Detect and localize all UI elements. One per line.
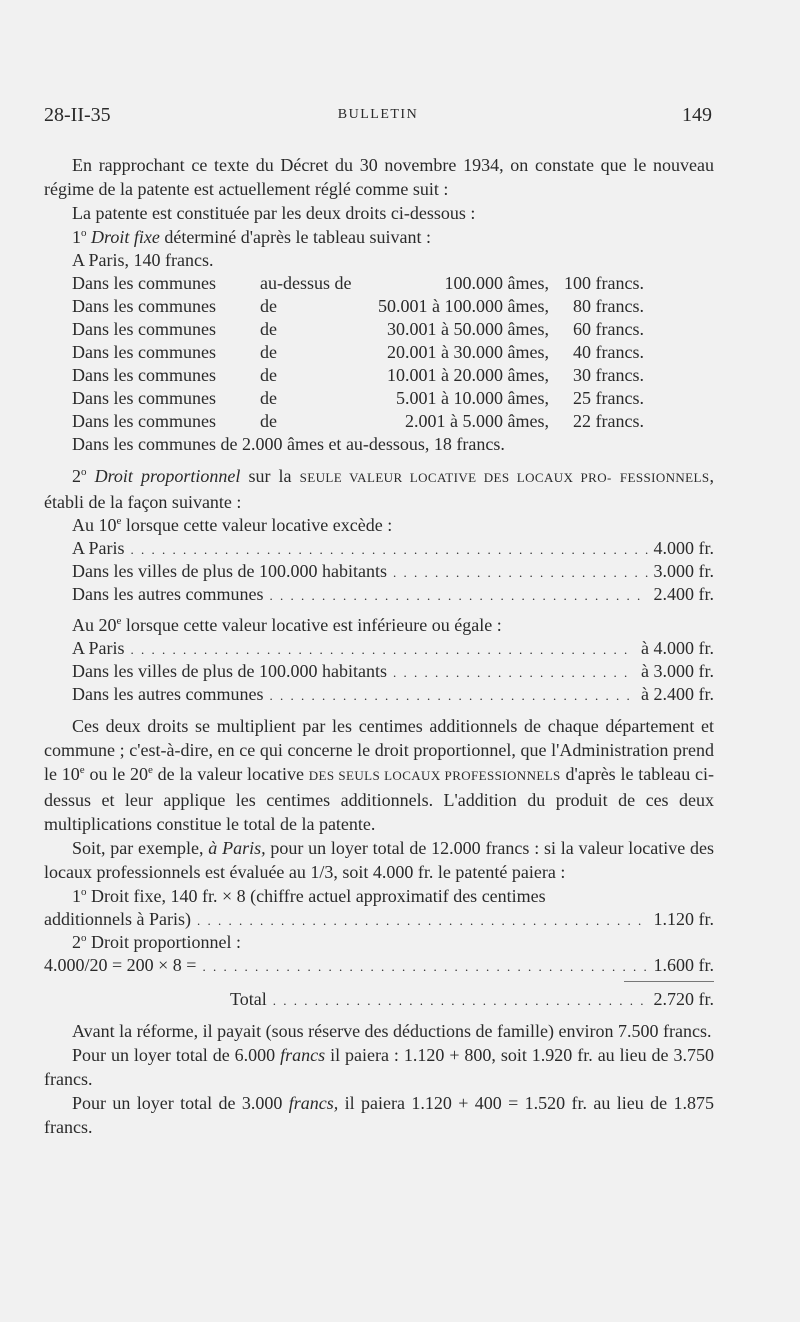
calc-total: Total . . . 2.720 fr. bbox=[44, 988, 714, 1011]
dot-leader bbox=[269, 584, 647, 607]
twentieth-row: Dans les villes de plus de 100.000 habitants . . . à 3.000 fr. bbox=[44, 660, 714, 683]
page-body bbox=[44, 153, 714, 1139]
page-header bbox=[44, 104, 712, 132]
amount-total: 2.720 fr. bbox=[653, 989, 714, 1009]
droit-fixe-title: Droit fixe bbox=[91, 227, 160, 247]
tenth-row: Dans les villes de plus de 100.000 habitants . . . 3.000 fr. bbox=[44, 560, 714, 583]
fixe-row: Dans les communes de 10.001 à 20.000 âmes, 30 francs. bbox=[72, 365, 644, 385]
dot-leader bbox=[393, 561, 648, 584]
intro-paragraph-2: La patente est constituée par les deux droits ci-dessous : bbox=[72, 203, 476, 223]
after-paragraph-1: Avant la réforme, il payait (sous réserve des déductions de famille) environ 7.500 francs. bbox=[72, 1021, 712, 1041]
fixe-row: Dans les communes de 30.001 à 50.000 âmes, 60 francs. bbox=[72, 319, 644, 339]
fixe-row-last: Dans les communes de 2.000 âmes et au-dessous, 18 francs. bbox=[72, 434, 505, 454]
after-paragraph-3: Pour un loyer total de 3.000 francs, il paiera 1.120 + 400 = 1.520 fr. au lieu de 1.875 francs. bbox=[44, 1093, 714, 1137]
fixe-table bbox=[44, 272, 714, 456]
twentieth-row: A Paris . . . à 4.000 fr. bbox=[44, 637, 714, 660]
fixe-row: Dans les communes de 2.001 à 5.000 âmes, 22 francs. bbox=[72, 411, 644, 431]
fixe-row: Dans les communes au-dessus de 100.000 âmes, 100 francs. bbox=[72, 273, 644, 293]
tenth-row: Dans les autres communes . . . 2.400 fr. bbox=[44, 583, 714, 606]
dot-leader bbox=[131, 538, 648, 561]
dot-leader bbox=[131, 638, 636, 661]
issue-date: 28-II-35 bbox=[44, 104, 111, 126]
calc-formula: 4.000/20 = 200 × 8 = . . . 1.600 fr. bbox=[44, 954, 714, 977]
after-paragraph-2: Pour un loyer total de 6.000 francs il paiera : 1.120 + 800, soit 1.920 fr. au lieu de 3.750 francs. bbox=[44, 1045, 714, 1089]
dot-leader bbox=[269, 684, 635, 707]
droit-proportionnel-title: Droit proportionnel bbox=[94, 466, 241, 486]
dot-leader bbox=[197, 909, 648, 932]
fixe-row: Dans les communes de 5.001 à 10.000 âmes, 25 francs. bbox=[72, 388, 644, 408]
fixe-row: Dans les communes de 20.001 à 30.000 âmes, 40 francs. bbox=[72, 342, 644, 362]
droit-proportionnel-heading: 2$^o$ Droit proportionnel sur la SEULE VALEUR LOCATIVE DES LOCAUX PRO- FESSIONNELS, établi de la façon suivante : bbox=[44, 466, 714, 512]
calc-line-1b: additionnels à Paris) . . . 1.120 fr. bbox=[44, 908, 714, 931]
calc-line-2: 2$^o$ Droit proportionnel : bbox=[72, 932, 241, 952]
intro-paragraph: En rapprochant ce texte du Décret du 30 novembre 1934, on constate que le nouveau régime de la patente est actuellement réglé comme suit : bbox=[44, 155, 714, 199]
amount-droit-proportionnel: 1.600 fr. bbox=[653, 955, 714, 975]
fixe-row: Dans les communes de 50.001 à 100.000 âmes, 80 francs. bbox=[72, 296, 644, 316]
dot-leader bbox=[393, 661, 635, 684]
dot-leader bbox=[202, 955, 647, 978]
centimes-paragraph: Ces deux droits se multiplient par les centimes additionnels de chaque département et commune ; c'est-à-dire, en ce qui concerne le droit proportionnel, que l'Administration prend le 10e ou le 20e de la valeur locative DES SEULS LOCAUX PROFESSIONNELS d'après le tableau ci-dessus et leur applique les centimes additionnels. L'addition du produit de ces deux multiplications constitue le total de la patente. bbox=[44, 716, 714, 834]
paris-rate: A Paris, 140 francs. bbox=[72, 250, 214, 270]
twentieth-row: Dans les autres communes . . . à 2.400 fr. bbox=[44, 683, 714, 706]
droit-fixe-heading: 1$^o$ Droit fixe déterminé d'après le tableau suivant : bbox=[72, 227, 431, 247]
example-paragraph: Soit, par exemple, à Paris, pour un loyer total de 12.000 francs : si la valeur locative des locaux professionnels est évaluée au 1/3, soit 4.000 fr. le patenté paiera : bbox=[44, 838, 714, 882]
tenth-row: A Paris . . . 4.000 fr. bbox=[44, 537, 714, 560]
total-rule-line bbox=[624, 981, 714, 982]
page-number: 149 bbox=[682, 104, 712, 126]
amount-droit-fixe: 1.120 fr. bbox=[653, 909, 714, 929]
total-rule bbox=[44, 981, 714, 982]
dot-leader bbox=[273, 989, 648, 1012]
calc-line-1: 1$^o$ Droit fixe, 140 fr. × 8 (chiffre actuel approximatif des centimes bbox=[72, 886, 546, 906]
tenth-heading: Au 10e lorsque cette valeur locative excède : bbox=[72, 515, 393, 535]
running-title: BULLETIN bbox=[337, 107, 419, 122]
twentieth-heading: Au 20e lorsque cette valeur locative est inférieure ou égale : bbox=[72, 615, 502, 635]
